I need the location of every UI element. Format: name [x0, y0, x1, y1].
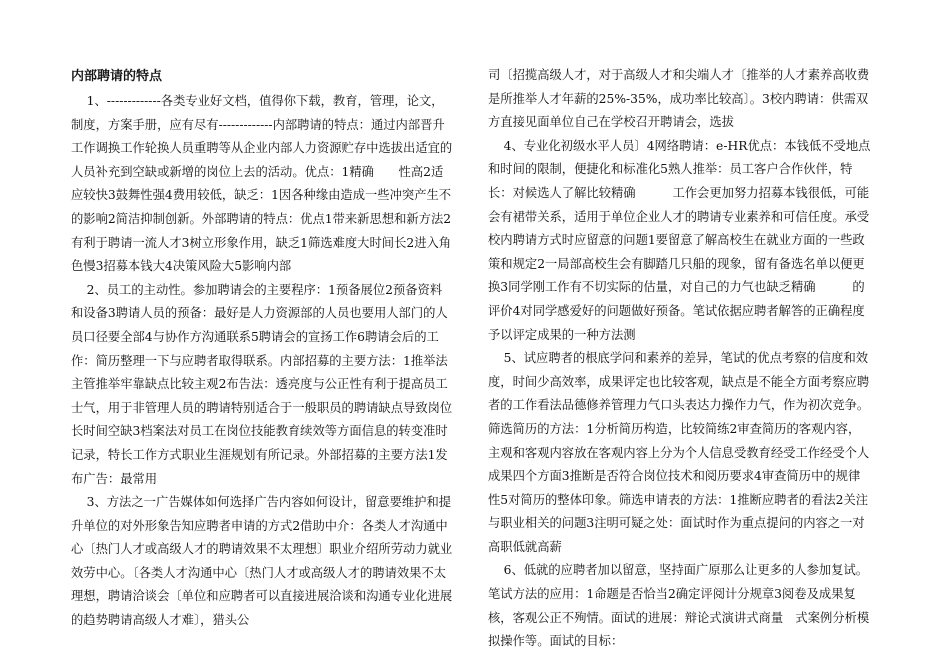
paragraph: 4、专业化初级水平人员〕4网络聘请：e-HR优点：本钱低不受地点和时间的限制，便捷化和标准化5熟人推举：员工客户合作伙伴，特长：对候选人了解比较精确 工作会更加努力招募本钱很低，可能会有裙带关系，适用于单位企业人才的聘请专业素养和可信任度。承受校内聘请方式时应留意的问题1要留意了解高校生在就业方面的一些政策和规定2一局部高校生会有脚踏几只船的现象，留有备选名单以便更换3同学刚工作有不切实际的估量，对自己的力气也缺乏精确 的评价4对同学感爱好的问题做好预备。笔试依据应聘者解答的正确程度予以评定成果的一种方法测 [488, 138, 871, 342]
paragraph: 1、-------------各类专业好文档，值得你下载，教育，管理，论文，制度，方案手册，应有尽有-------------内部聘请的特点：通过内部晋升工作调换工作轮换人员重聘等从企业内部人力资源贮存中选拔出适宜的人员补充到空缺或新增的岗位上去的活动。优点：1精确 性高2适应较快3鼓舞性强4费用较低，缺乏：1因各种缘由造成一些冲突产生不的影响2简洁抑制创新。外部聘请的特点：优点1带来新思想和新方法2有利于聘请一流人才3树立形象作用，缺乏1筛选难度大时间长2进入角色慢3招募本钱大4决策风险大5影响内部 [71, 94, 453, 274]
document-title: 内部聘请的特点 [71, 69, 163, 84]
paragraph: 5、试应聘者的根底学问和素养的差异，笔试的优点考察的信度和效度，时间少高效率，成果评定也比较客观，缺点是不能全方面考察应聘者的工作看法品德修养管理力气口头表达力操作力气，作为初次竞争。筛选简历的方法：1分析简历构造，比较简练2审查简历的客观内容，主观和客观内容放在客观内容上分为个人信息受教育经受工作经受个人成果四个方面3推断是否符合岗位技术和阅历要求4审查简历中的规律性5对简历的整体印象。筛选申请表的方法：1推断应聘者的看法2关注与职业相关的问题3注明可疑之处：面试时作为重点提问的内容之一对高职低就高薪 [488, 351, 870, 554]
paragraph: 6、低就的应聘者加以留意，坚持面广原那么让更多的人参加复试。笔试方法的应用：1命题是否恰当2确定评阅计分规章3阅卷及成果复核，客观公正不殉情。面试的进展：辩论式演讲式商量 式案例分析模拟操作等。面试的目标： [488, 563, 870, 649]
paragraph: 2、员工的主动性。参加聘请会的主要程序：1预备展位2预备资料和设备3聘请人员的预备：最好是人力资源部的人员也要用人部门的人员口径要全部4与协作方沟通联系5聘请会的宣扬工作6聘请会后的工作：简历整理一下与应聘者取得联系。内部招募的主要方法：1推举法主管推举牢靠缺点比较主观2布告法：透亮度与公正性有利于提高员工士气，用于非管理人员的聘请特别适合于一般职员的聘请缺点导致岗位长时间空缺3档案法对员工在岗位技能教育续效等方面信息的转变准时记录，特长工作方式职业生涯规划有所记录。外部招募的主要方法1发布广告：最常用 [71, 282, 453, 486]
left-column [71, 52, 454, 633]
paragraph: 3、方法之一广告媒体如何选择广告内容如何设计，留意要维护和提升单位的对外形象告知应聘者申请的方式2借助中介：各类人才沟通中心〔热门人才或高级人才的聘请效果不太理想〕职业介绍所劳动力就业效劳中心。〔各类人才沟通中心〔热门人才或高级人才的聘请效果不太理想，聘请洽谈会〔单位和应聘者可以直接进展洽谈和沟通专业化进展的趋势聘请高级人才难〕，猎头公 [71, 495, 453, 628]
paragraph: 司〔招揽高级人才，对于高级人才和尖端人才〔推举的人才素养高收费是所推举人才年薪的25%-35%，成功率比较高〕。3校内聘请：供需双方直接见面单位自己在学校召开聘请会，选拔 [488, 68, 870, 130]
right-column [488, 64, 872, 654]
